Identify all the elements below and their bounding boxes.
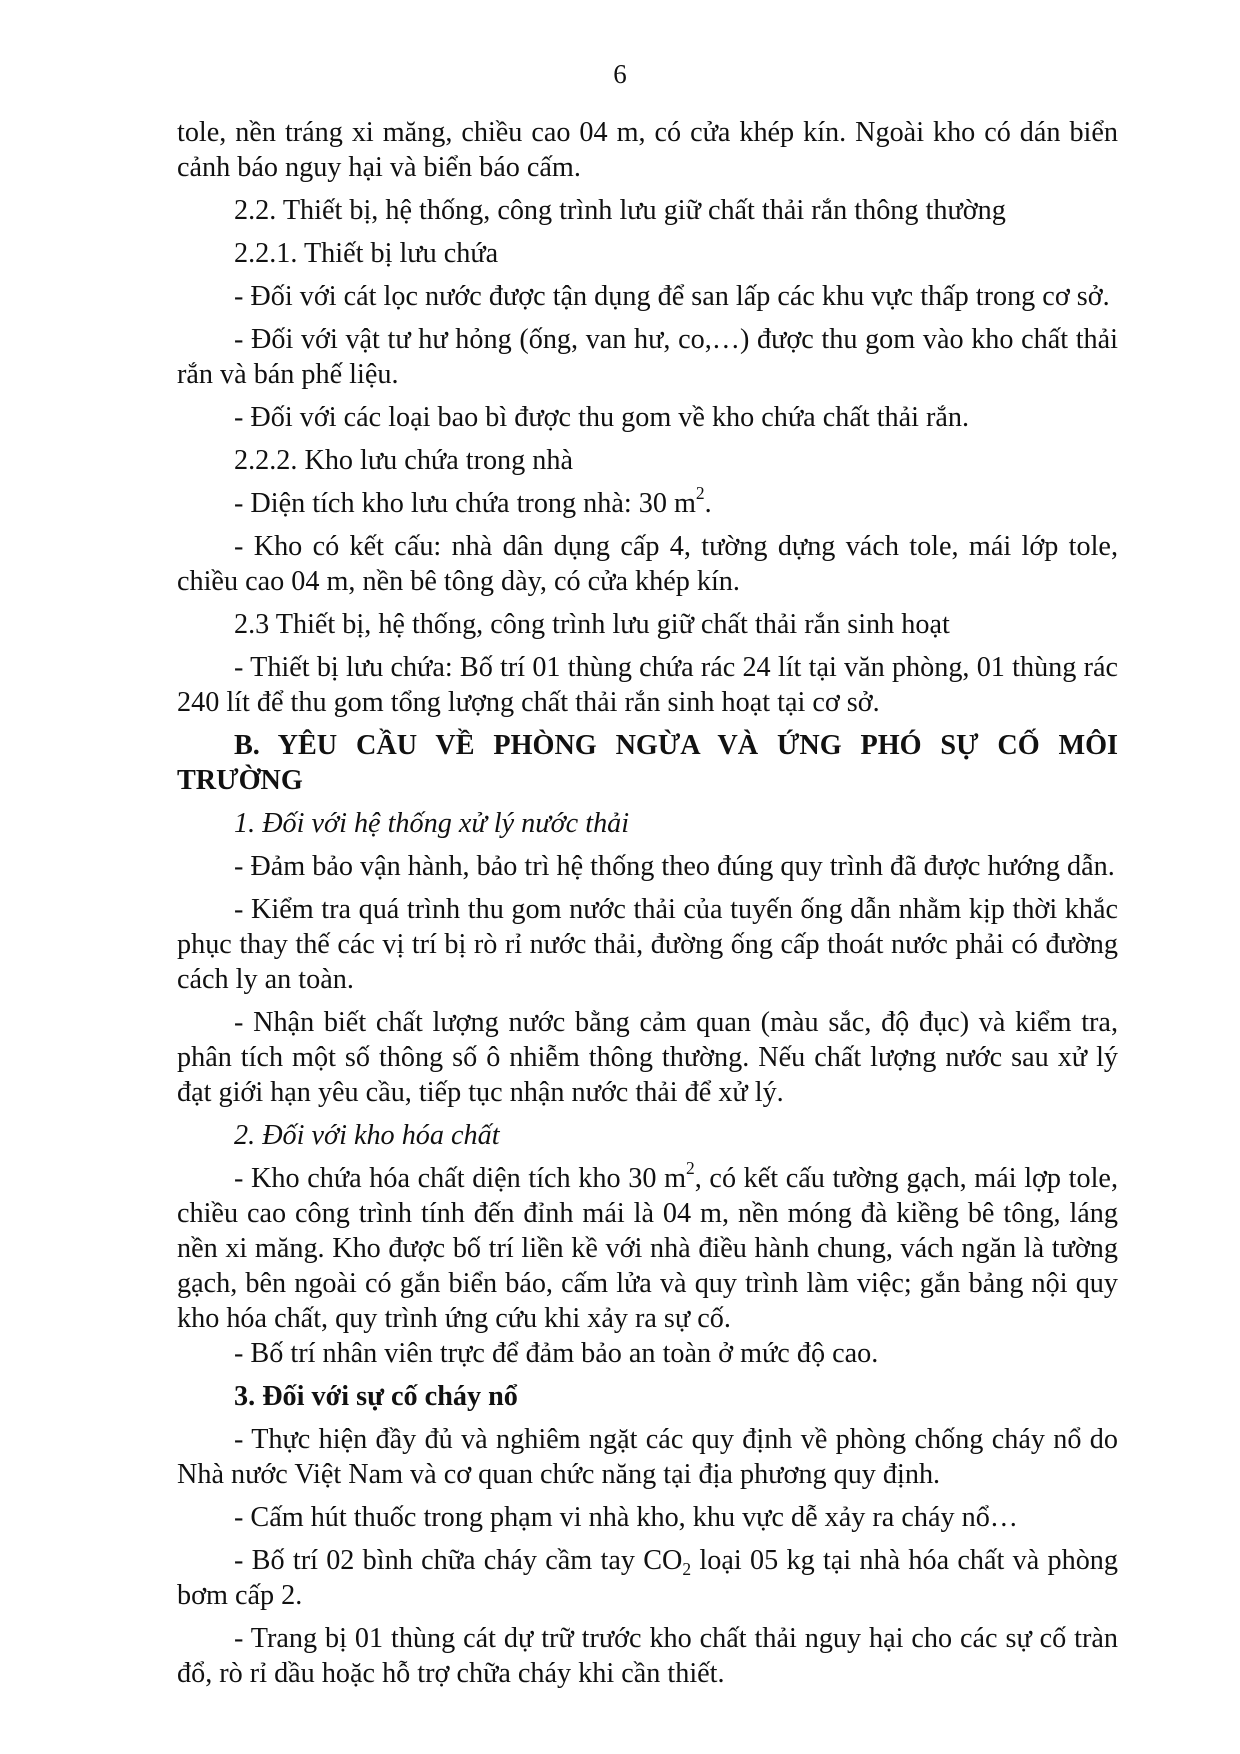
paragraph-fire-regulations: - Thực hiện đầy đủ và nghiêm ngặt các quy định về phòng chống cháy nổ do Nhà nước Việt Nam và cơ quan chức năng tại địa phương quy định. xyxy=(177,1424,1118,1490)
paragraph-water-quality: - Nhận biết chất lượng nước bằng cảm quan (màu sắc, độ đục) và kiểm tra, phân tích một số thông số ô nhiễm thông thường. Nếu chất lượng nước sau xử lý đạt giới hạn yêu cầu, tiếp tục nhận nước thải để xử lý. xyxy=(177,1007,1118,1108)
paragraph-waste-bins: - Thiết bị lưu chứa: Bố trí 01 thùng chứa rác 24 lít tại văn phòng, 01 thùng rác 240 lít để thu gom tổng lượng chất thải rắn sinh hoạt tại cơ sở. xyxy=(177,652,1118,718)
paragraph-fire-extinguishers xyxy=(177,1543,1118,1613)
extinguisher-text-a: - Bố trí 02 bình chữa cháy cầm tay CO xyxy=(234,1545,683,1576)
paragraph-packaging: - Đối với các loại bao bì được thu gom về kho chứa chất thải rắn. xyxy=(234,402,970,433)
document-body xyxy=(177,115,1118,1699)
section-heading-2-2-2: 2.2.2. Kho lưu chứa trong nhà xyxy=(234,445,573,476)
paragraph-storage-construction: - Kho có kết cấu: nhà dân dụng cấp 4, tường dựng vách tole, mái lớp tole, chiều cao 04 m, nền bê tông dày, có cửa khép kín. xyxy=(177,531,1118,597)
paragraph-duty-staff: - Bố trí nhân viên trực để đảm bảo an toàn ở mức độ cao. xyxy=(234,1338,879,1369)
superscript-2: 2 xyxy=(695,482,705,503)
section-heading-2-3: 2.3 Thiết bị, hệ thống, công trình lưu giữ chất thải rắn sinh hoạt xyxy=(234,609,950,640)
paragraph-storage-structure: tole, nền tráng xi măng, chiều cao 04 m, có cửa khép kín. Ngoài kho có dán biển cảnh báo nguy hại và biển báo cấm. xyxy=(177,117,1118,183)
heading-b-environmental-incidents: B. YÊU CẦU VỀ PHÒNG NGỪA VÀ ỨNG PHÓ SỰ CỐ MÔI TRƯỜNG xyxy=(177,730,1118,796)
paragraph-filter-sand: - Đối với cát lọc nước được tận dụng để san lấp các khu vực thấp trong cơ sở. xyxy=(234,281,1110,312)
extinguisher-text-b: loại 05 kg tại nhà hóa chất và phòng bơm cấp 2. xyxy=(177,1545,1118,1611)
storage-area-text: - Diện tích kho lưu chứa trong nhà: 30 m xyxy=(234,488,696,519)
paragraph-chemical-storage-details xyxy=(177,1157,1118,1336)
subheading-chemical-storage: 2. Đối với kho hóa chất xyxy=(234,1120,500,1151)
paragraph-no-smoking: - Cấm hút thuốc trong phạm vi nhà kho, khu vực dễ xảy ra cháy nổ… xyxy=(234,1502,1018,1533)
page-number: 6 xyxy=(613,59,627,89)
chemical-storage-text-a: - Kho chứa hóa chất diện tích kho 30 m xyxy=(234,1163,686,1194)
subscript-2: 2 xyxy=(682,1559,692,1580)
paragraph-operation-maintenance: - Đảm bảo vận hành, bảo trì hệ thống theo đúng quy trình đã được hướng dẫn. xyxy=(234,851,1115,882)
paragraph-storage-area xyxy=(177,482,1118,521)
subheading-wastewater-system: 1. Đối với hệ thống xử lý nước thải xyxy=(234,808,630,839)
paragraph-sand-bin: - Trang bị 01 thùng cát dự trữ trước kho chất thải nguy hại cho các sự cố tràn đổ, rò rỉ dầu hoặc hỗ trợ chữa cháy khi cần thiết. xyxy=(177,1623,1118,1689)
paragraph-damaged-materials: - Đối với vật tư hư hỏng (ống, van hư, co,…) được thu gom vào kho chất thải rắn và bán phế liệu. xyxy=(177,324,1118,390)
storage-area-end: . xyxy=(704,488,712,519)
superscript-2: 2 xyxy=(686,1157,695,1178)
section-heading-2-2: 2.2. Thiết bị, hệ thống, công trình lưu giữ chất thải rắn thông thường xyxy=(234,195,1006,226)
paragraph-pipe-inspection: - Kiểm tra quá trình thu gom nước thải của tuyến ống dẫn nhằm kịp thời khắc phục thay thế các vị trí bị rò rỉ nước thải, đường ống cấp thoát nước phải có đường cách ly an toàn. xyxy=(177,894,1118,995)
section-heading-2-2-1: 2.2.1. Thiết bị lưu chứa xyxy=(234,238,499,269)
chemical-storage-text-b: , có kết cấu tường gạch, mái lợp tole, chiều cao công trình tính đến đỉnh mái là 04 m, nền móng đà kiềng bê tông, láng nền xi măng. Kho được bố trí liền kề với nhà điều hành chung, vách ngăn là tường gạch, bên ngoài có gắn biển báo, cấm lửa và quy trình làm việc; gắn bảng nội quy kho hóa chất, quy trình ứng cứu khi xảy ra sự cố. xyxy=(177,1163,1118,1334)
subheading-fire-explosion: 3. Đối với sự cố cháy nổ xyxy=(234,1381,518,1412)
